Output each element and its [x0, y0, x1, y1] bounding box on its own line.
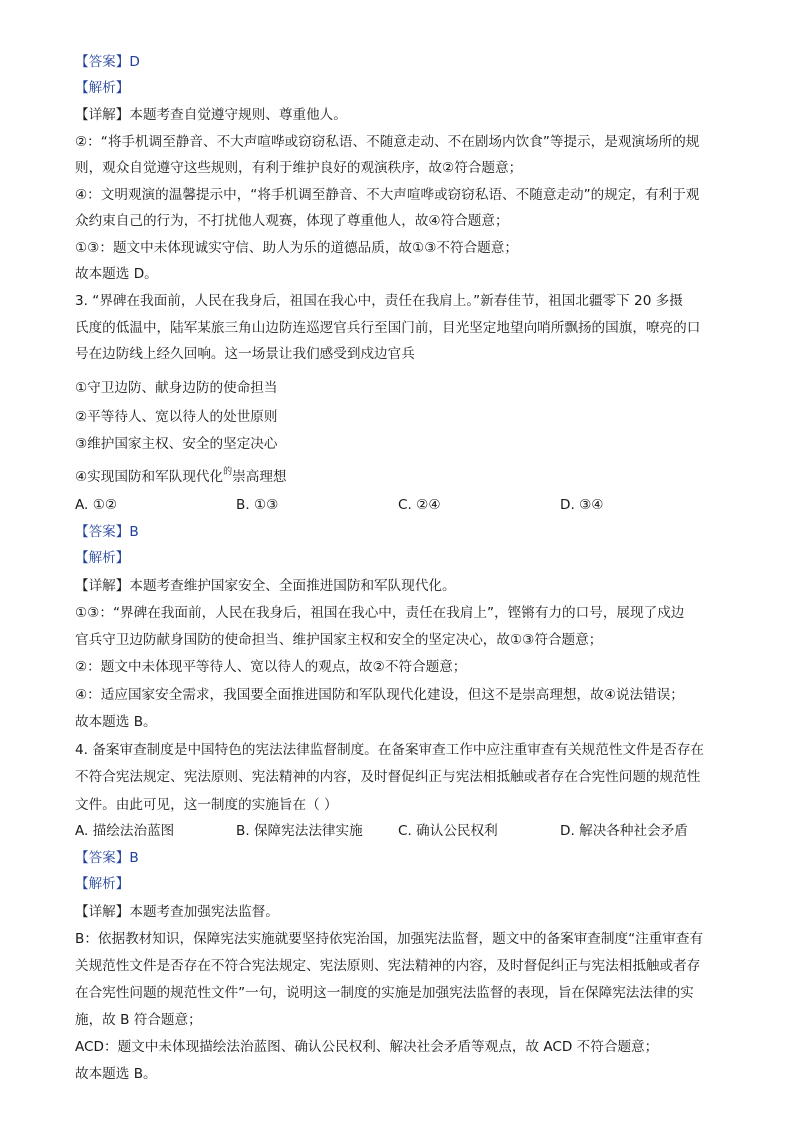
q3-stem-line1: 3. “界碑在我面前，人民在我身后，祖国在我心中，责任在我肩上。”新春佳节，祖国北疆零下 20 多摄 — [75, 293, 683, 309]
q4-option-c: C. 确认公民权利 — [398, 823, 498, 839]
q4-detail: 【详解】本题考查加强宪法监督。 — [75, 904, 279, 920]
q3-item4-sup: 的 — [223, 467, 233, 477]
q4-analysis-label: 【解析】 — [75, 876, 130, 892]
q4-para1-line4: 施，故 B 符合题意； — [75, 1012, 202, 1028]
q2-para2-line1: ④：文明观演的温馨提示中，“将手机调至静音、不大声喧哗或窃窃私语、不随意走动”的规定，有利于观 — [75, 187, 700, 203]
q3-para1-line2: 官兵守卫边防献身国防的使命担当、维护国家主权和安全的坚定决心，故①③符合题意； — [75, 632, 603, 648]
q2-para3: ①③：题文中未体现诚实守信、助人为乐的道德品质，故①③不符合题意； — [75, 240, 518, 256]
q2-para1-line2: 则，观众自觉遵守这些规则，有利于维护良好的观演秩序，故②符合题意； — [75, 160, 523, 176]
q4-para1-line3: 在合宪性问题的规范性文件”一句，说明这一制度的实施是加强宪法监督的表现，旨在保障宪法法律的实 — [75, 985, 694, 1001]
q4-answer: 【答案】B — [75, 850, 139, 866]
q3-item4-text-a: ④实现国防和军队现代化 — [75, 469, 224, 485]
q3-option-d: D. ③④ — [560, 497, 604, 513]
q3-detail: 【详解】本题考查维护国家安全、全面推进国防和军队现代化。 — [75, 578, 456, 594]
q4-stem-line3: 文件。由此可见，这一制度的实施旨在（ ） — [75, 797, 338, 813]
q3-option-c: C. ②④ — [398, 497, 441, 513]
q3-answer: 【答案】B — [75, 524, 139, 540]
q2-para2-line2: 众约束自己的行为，不打扰他人观赛，体现了尊重他人，故④符合题意； — [75, 213, 509, 229]
q4-option-b: B. 保障宪法法律实施 — [236, 823, 363, 839]
q2-answer: 【答案】D — [75, 54, 140, 70]
q4-option-a: A. 描绘法治蓝图 — [75, 823, 175, 839]
q3-analysis-label: 【解析】 — [75, 550, 130, 566]
q3-option-b: B. ①③ — [236, 497, 279, 513]
q4-para1-line1: B：依据教材知识，保障宪法实施就要坚持依宪治国，加强宪法监督，题文中的备案审查制度“注重审查有 — [75, 931, 704, 947]
q2-detail: 【详解】本题考查自觉遵守规则、尊重他人。 — [75, 107, 347, 123]
q4-stem-line2: 不符合宪法规定、宪法原则、宪法精神的内容，及时督促纠正与宪法相抵触或者存在合宪性问题的规范性 — [75, 769, 701, 785]
q2-conclusion: 故本题选 D。 — [75, 266, 158, 282]
q4-option-d: D. 解决各种社会矛盾 — [560, 823, 688, 839]
q2-para1-line1: ②：“将手机调至静音、不大声喧哗或窃窃私语、不随意走动、不在剧场内饮食”等提示，是观演场所的规 — [75, 134, 700, 150]
q3-item2: ②平等待人、宽以待人的处世原则 — [75, 409, 278, 425]
q4-conclusion: 故本题选 B。 — [75, 1066, 157, 1082]
q2-analysis-label: 【解析】 — [75, 80, 130, 96]
q3-para2: ②：题文中未体现平等待人、宽以待人的观点，故②不符合题意； — [75, 659, 467, 675]
q4-para1-line2: 关规范性文件是否存在不符合宪法规定、宪法原则、宪法精神的内容，及时督促纠正与宪法相抵触或者存 — [75, 958, 701, 974]
q3-stem-line2: 氏度的低温中，陆军某旅三角山边防连巡逻官兵行至国门前，目光坚定地望向哨所飘扬的国旗，嘹亮的口 — [75, 320, 701, 336]
q3-item4-text-b: 崇高理想 — [232, 469, 287, 485]
q3-item4 — [75, 467, 287, 489]
q3-option-a: A. ①② — [75, 497, 118, 513]
q3-para3: ④：适应国家安全需求，我国要全面推进国防和军队现代化建设，但这不是崇高理想，故④说法错误； — [75, 687, 684, 703]
q3-item1: ①守卫边防、献身边防的使命担当 — [75, 380, 278, 396]
q4-stem-line1: 4. 备案审查制度是中国特色的宪法法律监督制度。在备案审查工作中应注重审查有关规范性文件是否存在 — [75, 742, 705, 758]
q3-stem-line3: 号在边防线上经久回响。这一场景让我们感受到戍边官兵 — [75, 346, 415, 362]
q3-para1-line1: ①③：“界碑在我面前，人民在我身后，祖国在我心中，责任在我肩上”，铿锵有力的口号，展现了戍边 — [75, 605, 685, 621]
q4-para2: ACD：题文中未体现描绘法治蓝图、确认公民权利、解决社会矛盾等观点，故 ACD 不符合题意； — [75, 1039, 659, 1055]
q3-conclusion: 故本题选 B。 — [75, 714, 157, 730]
q3-item3: ③维护国家主权、安全的坚定决心 — [75, 436, 278, 452]
